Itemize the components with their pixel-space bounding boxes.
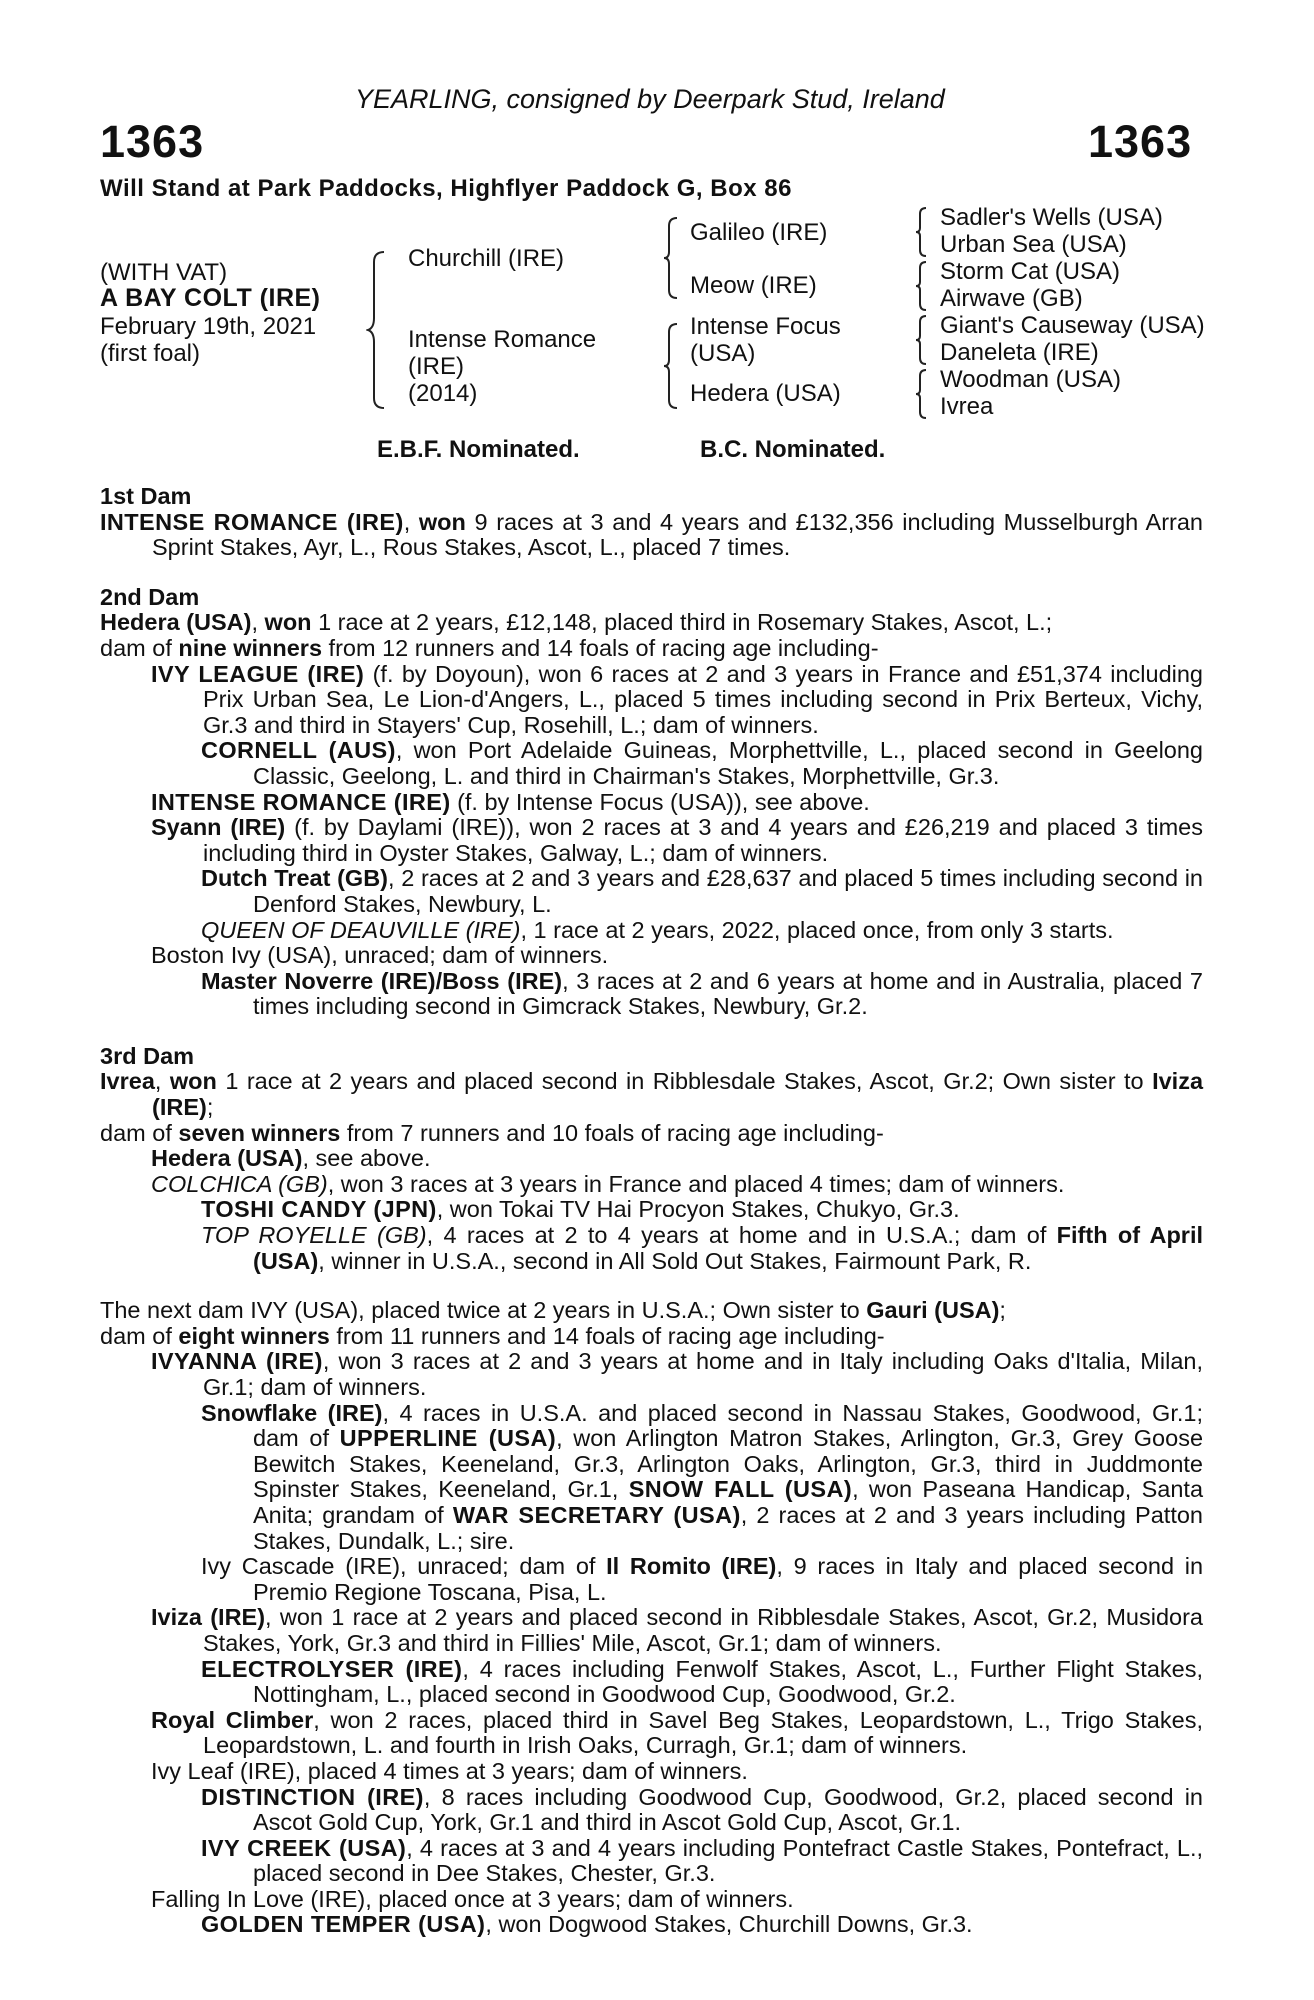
third-dam-section (100, 1044, 1203, 1274)
third-dam-produce-summary: dam of seven winners from 7 runners and 10 foals of racing age including- (100, 1119, 884, 1146)
ebf-nomination: E.B.F. Nominated. (377, 436, 580, 463)
lot-number-right: 1363 (1088, 116, 1193, 167)
dam-name-line2: (IRE) (408, 353, 464, 380)
bc-nomination: B.C. Nominated. (700, 436, 886, 463)
pedigree-brace-main (366, 250, 388, 410)
produce-hedera: Hedera (USA), see above. (151, 1145, 431, 1172)
produce-queen-of-deauville: QUEEN OF DEAUVILLE (IRE), 1 race at 2 years, 2022, placed once, from only 3 starts. (201, 916, 1114, 943)
second-dam-section (100, 585, 1203, 1020)
produce-top-royelle: TOP ROYELLE (GB), 4 races at 2 to 4 years at home and in U.S.A.; dam of Fifth of April (USA), winner in U.S.A., second in All Sold Out Stakes, Fairmount Park, R. (201, 1222, 1204, 1274)
gp-dam-dam-dam: Ivrea (940, 393, 994, 420)
dam-brace (662, 322, 680, 410)
produce-golden-temper: GOLDEN TEMPER (USA), won Dogwood Stakes, Churchill Downs, Gr.3. (201, 1911, 973, 1938)
gp-brace-1 (914, 206, 928, 258)
produce-falling-in-love: Falling In Love (IRE), placed once at 3 years; dam of winners. (151, 1885, 794, 1912)
gp-dam-sire-sire: Giant's Causeway (USA) (940, 312, 1205, 339)
dam-year: (2014) (408, 380, 478, 407)
produce-ivy-cascade: Ivy Cascade (IRE), unraced; dam of Il Romito (IRE), 9 races in Italy and placed second in Premio Regione Toscana, Pisa, L. (201, 1553, 1204, 1605)
first-dam-entry: INTENSE ROMANCE (IRE), won 9 races at 3 and 4 years and £132,356 including Musselburgh Arran Sprint Stakes, Ayr, L., Rous Stakes, Ascot, L., placed 7 times. (100, 508, 1203, 561)
produce-snowflake: Snowflake (IRE), 4 races in U.S.A. and placed second in Nassau Stakes, Goodwood, Gr.1; dam of UPPERLINE (USA), won Arlington Matron Stakes, Arlington, Gr.3, Grey Goose Bewitch Stakes, Keeneland, Gr.3, Arlington Oaks, Arlington, Gr.3, third in Juddmonte Spinster Stakes, Keeneland, Gr.1, SNOW FALL (USA), won Paseana Handicap, Santa Anita; grandam of WAR SECRETARY (USA), 2 races at 2 and 3 years including Patton Stakes, Dundalk, L.; sire. (201, 1399, 1204, 1554)
horse-name: A BAY COLT (IRE) (100, 284, 321, 312)
vat-note: (WITH VAT) (100, 259, 228, 286)
gp-sire-dam-sire: Storm Cat (USA) (940, 258, 1121, 285)
produce-electrolyser: ELECTROLYSER (IRE), 4 races including Fenwolf Stakes, Ascot, L., Further Flight Stakes, Nottingham, L., placed second in Goodwood Cup, Goodwood, Gr.2. (201, 1655, 1203, 1708)
foaling-date: February 19th, 2021 (100, 313, 317, 340)
gp-sire-sire-dam: Urban Sea (USA) (940, 231, 1127, 258)
produce-syann: Syann (IRE) (f. by Daylami (IRE)), won 2 races at 3 and 4 years and £26,219 and placed 3 times including third in Oyster Stakes, Galway, L.; dam of winners. (151, 814, 1204, 866)
produce-distinction: DISTINCTION (IRE), 8 races including Goodwood Cup, Goodwood, Gr.2, placed second in Ascot Gold Cup, York, Gr.1 and third in Ascot Gold Cup, Ascot, Gr.1. (201, 1783, 1204, 1836)
sire-name: Churchill (IRE) (408, 245, 565, 272)
gp-brace-2 (914, 260, 928, 312)
produce-royal-climber: Royal Climber, won 2 races, placed third in Savel Beg Stakes, Leopardstown, L., Trigo Stakes, Leopardstown, L. and fourth in Irish Oaks, Curragh, Gr.1; dam of winners. (151, 1706, 1203, 1759)
dam-name-line1: Intense Romance (408, 326, 597, 353)
next-dam-produce-summary: dam of eight winners from 11 runners and 14 foals of racing age including- (100, 1322, 885, 1349)
third-dam-entry: Ivrea, won 1 race at 2 years and placed second in Ribblesdale Stakes, Ascot, Gr.2; Own sister to Iviza (IRE); (100, 1068, 1204, 1121)
dams-sire-line2: (USA) (690, 340, 756, 367)
gp-brace-3 (914, 314, 928, 366)
produce-intense-romance: INTENSE ROMANCE (IRE) (f. by Intense Focus (USA)), see above. (151, 788, 870, 815)
produce-ivy-league: IVY LEAGUE (IRE) (f. by Doyoun), won 6 races at 2 and 3 years in France and £51,374 including Prix Urban Sea, Le Lion-d'Angers, L., placed 5 times including second in Prix Berteux, Vichy, Gr.3 and third in Stayers' Cup, Rosehill, L.; dam of winners. (151, 660, 1203, 738)
gp-sire-sire-sire: Sadler's Wells (USA) (940, 204, 1163, 231)
foal-note: (first foal) (100, 340, 201, 367)
lot-number-left: 1363 (100, 116, 205, 167)
produce-ivy-creek: IVY CREEK (USA), 4 races at 3 and 4 years including Pontefract Castle Stakes, Pontefract, L., placed second in Dee Stakes, Chester, Gr.3. (201, 1834, 1204, 1887)
sire-brace (662, 216, 680, 300)
gp-dam-dam-sire: Woodman (USA) (940, 366, 1121, 393)
produce-dutch-treat: Dutch Treat (GB), 2 races at 2 and 3 years and £28,637 and placed 5 times including second in Denford Stakes, Newbury, L. (201, 865, 1203, 917)
sires-sire: Galileo (IRE) (690, 219, 828, 246)
produce-ivyanna: IVYANNA (IRE), won 3 races at 2 and 3 years at home and in Italy including Oaks d'Italia, Milan, Gr.1; dam of winners. (151, 1348, 1203, 1400)
catalogue-subtitle: YEARLING, consigned by Deerpark Stud, Ireland (355, 84, 945, 114)
produce-toshi-candy: TOSHI CANDY (JPN), won Tokai TV Hai Procyon Stakes, Chukyo, Gr.3. (201, 1196, 960, 1223)
second-dam-heading: 2nd Dam (100, 583, 200, 610)
stand-location: Will Stand at Park Paddocks, Highflyer Paddock G, Box 86 (100, 175, 792, 202)
gp-dam-sire-dam: Daneleta (IRE) (940, 339, 1099, 366)
produce-ivy-leaf: Ivy Leaf (IRE), placed 4 times at 3 years; dam of winners. (151, 1757, 748, 1784)
third-dam-heading: 3rd Dam (100, 1042, 195, 1069)
first-dam-heading: 1st Dam (100, 483, 192, 509)
next-dam-entry: The next dam IVY (USA), placed twice at 2 years in U.S.A.; Own sister to Gauri (USA); (100, 1297, 1006, 1324)
first-dam-section (100, 484, 1203, 561)
next-dam-section (100, 1298, 1203, 1938)
produce-boston-ivy: Boston Ivy (USA), unraced; dam of winners. (151, 942, 609, 969)
dams-sire-line1: Intense Focus (690, 313, 841, 340)
produce-cornell: CORNELL (AUS), won Port Adelaide Guineas, Morphettville, L., placed second in Geelong Classic, Geelong, L. and third in Chairman's Stakes, Morphettville, Gr.3. (201, 737, 1204, 789)
produce-iviza: Iviza (IRE), won 1 race at 2 years and placed second in Ribblesdale Stakes, Ascot, Gr.2, Musidora Stakes, York, Gr.3 and third in Fillies' Mile, Ascot, Gr.1; dam of winners. (151, 1604, 1203, 1656)
produce-colchica: COLCHICA (GB), won 3 races at 3 years in France and placed 4 times; dam of winners. (151, 1170, 1065, 1197)
gp-sire-dam-dam: Airwave (GB) (940, 285, 1083, 312)
sires-dam: Meow (IRE) (690, 272, 817, 299)
dams-dam: Hedera (USA) (690, 380, 841, 407)
catalogue-body (100, 484, 1203, 1938)
second-dam-produce-summary: dam of nine winners from 12 runners and 14 foals of racing age including- (100, 634, 879, 661)
gp-brace-4 (914, 368, 928, 420)
produce-master-noverre: Master Noverre (IRE)/Boss (IRE), 3 races at 2 and 6 years at home and in Australia, placed 7 times including second in Gimcrack Stakes, Newbury, Gr.2. (201, 967, 1203, 1020)
second-dam-entry: Hedera (USA), won 1 race at 2 years, £12,148, placed third in Rosemary Stakes, Ascot, L.; (100, 609, 1053, 636)
